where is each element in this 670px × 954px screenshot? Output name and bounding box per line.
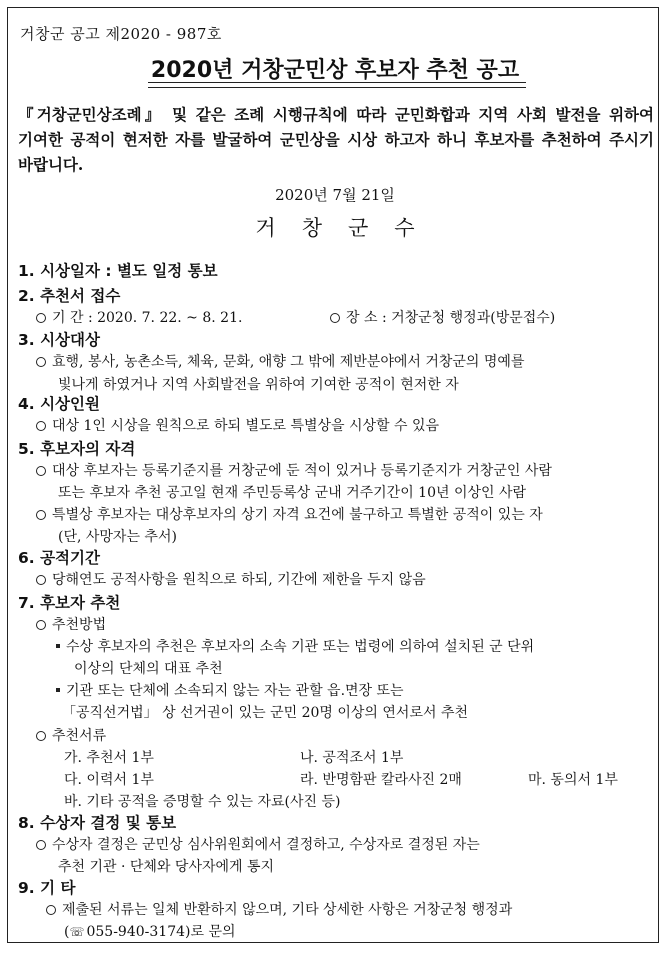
section-5-title: 5. 후보자의 자격 (18, 440, 136, 458)
section-8-title: 8. 수상자 결정 및 통보 (18, 814, 177, 832)
text-line: 「공직선거법」 상 선거권이 있는 군민 20명 이상의 연서로서 추천 (62, 705, 468, 721)
circle-bullet-icon (36, 421, 46, 431)
circle-bullet-icon (46, 905, 56, 915)
circle-bullet-icon (330, 313, 340, 323)
list-item (36, 307, 242, 327)
text-line: 또는 후보자 추천 공고일 현재 주민등록상 군내 거주기간이 10년 이상인 사람 (58, 485, 527, 501)
doc-item: 바. 기타 공적을 증명할 수 있는 자료(사진 등) (64, 794, 341, 810)
list-item (36, 834, 480, 854)
text-line: 추천서류 (52, 728, 107, 744)
list-item (36, 460, 552, 480)
contact-line (64, 921, 236, 941)
section-6-title: 6. 공적기간 (18, 549, 100, 567)
section-9-title: 9. 기 타 (18, 879, 76, 897)
issuer-name: 거창군수 (255, 216, 441, 240)
list-item (330, 307, 555, 327)
doc-item: 다. 이력서 1부 (64, 772, 154, 788)
phone-icon: ☏ (69, 925, 85, 939)
text-line: 특별상 후보자는 대상후보자의 상기 자격 요건에 불구하고 특별한 공적이 있는 자 (52, 507, 543, 523)
circle-bullet-icon (36, 840, 46, 850)
circle-bullet-icon (36, 620, 46, 630)
section-2-title: 2. 추천서 접수 (18, 287, 121, 305)
notice-number: 거창군 공고 제2020 - 987호 (20, 25, 222, 43)
list-item (36, 569, 426, 589)
text-line: 제출된 서류는 일체 반환하지 않으며, 기타 상세한 사항은 거창군청 행정과 (62, 902, 513, 918)
text-line: 대상 후보자는 등록기준지를 거창군에 둔 적이 있거나 등록기준지가 거창군인 사람 (52, 463, 552, 479)
place-text: 장 소 : 거창군청 행정과(방문접수) (346, 310, 556, 326)
paren-open: ( (64, 924, 70, 940)
list-item (36, 614, 106, 634)
list-item (46, 899, 512, 919)
circle-bullet-icon (36, 357, 46, 367)
text-line: 당해연도 공적사항을 원칙으로 하되, 기간에 제한을 두지 않음 (52, 572, 426, 588)
section-3-title: 3. 시상대상 (18, 331, 100, 349)
intro-paragraph: 『거창군민상조례』 및 같은 조례 시행규칙에 따라 군민화합과 지역 사회 발전을 위하여 기여한 공적이 현저한 자를 발굴하여 군민상을 시상 하고자 하니 후보자를 추천하여 주시기 바랍니다. (18, 105, 654, 174)
circle-bullet-icon (36, 466, 46, 476)
page-title: 2020년 거창군민상 후보자 추천 공고 (150, 58, 520, 83)
circle-bullet-icon (36, 510, 46, 520)
text-line: 수상자 결정은 군민상 심사위원회에서 결정하고, 수상자로 결정된 자는 (52, 837, 480, 853)
doc-item: 마. 동의서 1부 (528, 772, 618, 788)
phone-number: 055-940-3174)로 문의 (86, 924, 236, 940)
square-bullet-icon (56, 688, 60, 692)
text-line: 수상 후보자의 추천은 후보자의 소속 기관 또는 법령에 의하여 설치된 군 단위 (66, 639, 535, 655)
text-line: 추천 기관 · 단체와 당사자에게 통지 (58, 859, 275, 875)
text-line: 빛나게 하였거나 지역 사회발전을 위하여 기여한 공적이 현저한 자 (58, 377, 459, 393)
text-line: 이상의 단체의 대표 추천 (74, 661, 223, 677)
issue-date: 2020년 7월 21일 (275, 186, 395, 204)
section-7-title: 7. 후보자 추천 (18, 594, 121, 612)
doc-item: 라. 반명함판 칼라사진 2매 (300, 772, 462, 788)
section-4-title: 4. 시상인원 (18, 395, 100, 413)
text-line: (단, 사망자는 추서) (58, 529, 177, 545)
text-line: 기관 또는 단체에 소속되지 않는 자는 관할 읍.면장 또는 (66, 683, 404, 699)
square-bullet-icon (56, 644, 60, 648)
section-1-title: 1. 시상일자 : 별도 일정 통보 (18, 262, 218, 280)
list-item (36, 351, 524, 371)
text-line: 추천방법 (52, 617, 107, 633)
text-line: 효행, 봉사, 농촌소득, 체육, 문화, 애향 그 밖에 제반분야에서 거창군의 명예를 (52, 354, 525, 370)
circle-bullet-icon (36, 731, 46, 741)
list-item (36, 504, 543, 524)
doc-item: 나. 공적조서 1부 (300, 750, 404, 766)
period-text: 기 간 : 2020. 7. 22. ~ 8. 21. (52, 310, 243, 326)
text-line: 대상 1인 시상을 원칙으로 하되 별도로 특별상을 시상할 수 있음 (52, 418, 440, 434)
circle-bullet-icon (36, 313, 46, 323)
doc-item: 가. 추천서 1부 (64, 750, 154, 766)
list-item (56, 680, 404, 700)
list-item (56, 636, 534, 656)
circle-bullet-icon (36, 575, 46, 585)
list-item (36, 415, 439, 435)
title-double-underline (148, 82, 526, 88)
list-item (36, 725, 106, 745)
